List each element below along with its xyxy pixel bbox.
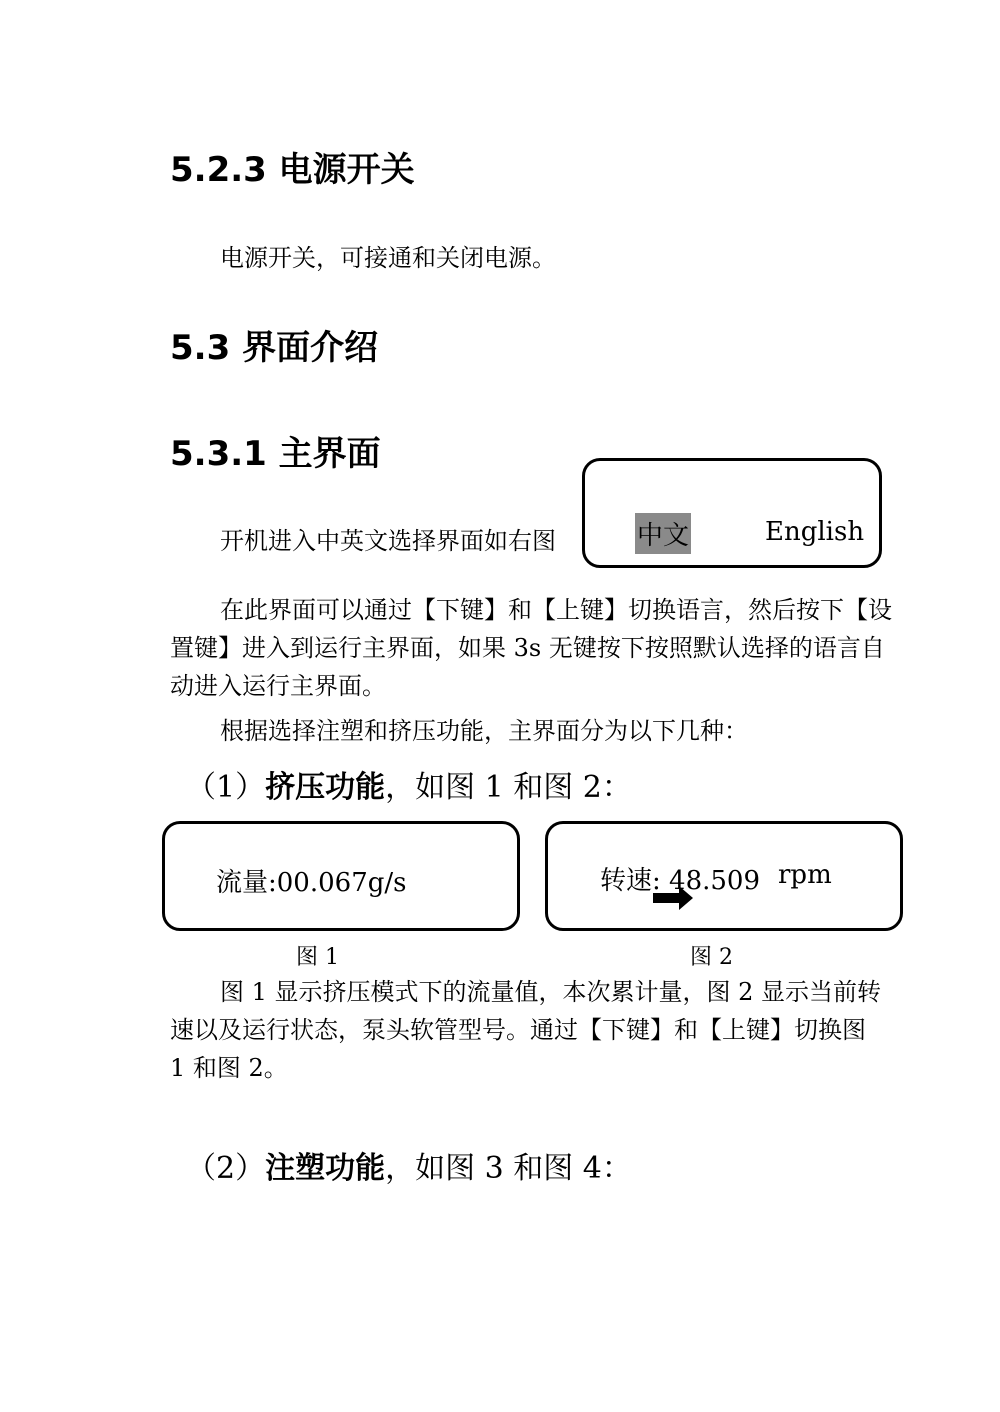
figure-1-screen <box>162 821 520 931</box>
subheading-prefix: （2） <box>186 1151 266 1186</box>
figure-2-caption: 图 2 <box>690 945 733 970</box>
subheading-bold: 挤压功能 <box>265 770 386 805</box>
language-switch-paragraph <box>170 591 892 705</box>
subheading-bold: 注塑功能 <box>265 1151 386 1186</box>
language-select-screen <box>582 458 882 568</box>
subheading-prefix: （1） <box>186 770 266 805</box>
paragraph-line: 在此界面可以通过【下键】和【上键】切换语言，然后按下【设 <box>220 596 892 624</box>
power-switch-description: 电源开关，可接通和关闭电源。 <box>220 244 556 272</box>
heading-5-3-1: 5.3.1 主界面 <box>170 434 381 474</box>
speed-readout: 转速: 48.509 <box>600 866 760 896</box>
subheading-injection <box>186 1143 632 1187</box>
language-option-english: English <box>765 517 865 547</box>
speed-unit: rpm <box>778 860 832 890</box>
paragraph-line: 置键】进入到运行主界面，如果 3s 无键按下按照默认选择的语言自 <box>170 634 885 662</box>
subheading-extrusion <box>186 762 632 806</box>
boot-description: 开机进入中英文选择界面如右图 <box>220 527 556 555</box>
heading-5-3: 5.3 界面介绍 <box>170 328 379 368</box>
figure-description-paragraph <box>170 973 881 1087</box>
figure-1-caption: 图 1 <box>296 945 339 970</box>
main-interface-intro: 根据选择注塑和挤压功能，主界面分为以下几种： <box>220 717 748 745</box>
language-option-chinese: 中文 <box>635 513 691 554</box>
subheading-rest: ，如图 3 和图 4： <box>385 1151 632 1186</box>
paragraph-line: 速以及运行状态，泵头软管型号。通过【下键】和【上键】切换图 <box>170 1016 866 1044</box>
right-arrow-icon <box>653 886 693 910</box>
heading-5-2-3: 5.2.3 电源开关 <box>170 150 415 190</box>
figure-2-screen <box>545 821 903 931</box>
paragraph-line: 1 和图 2。 <box>170 1054 288 1082</box>
subheading-rest: ，如图 1 和图 2： <box>385 770 632 805</box>
paragraph-line: 动进入运行主界面。 <box>170 672 386 700</box>
flow-readout: 流量:00.067g/s <box>216 868 407 898</box>
paragraph-line: 图 1 显示挤压模式下的流量值，本次累计量，图 2 显示当前转 <box>220 978 882 1006</box>
